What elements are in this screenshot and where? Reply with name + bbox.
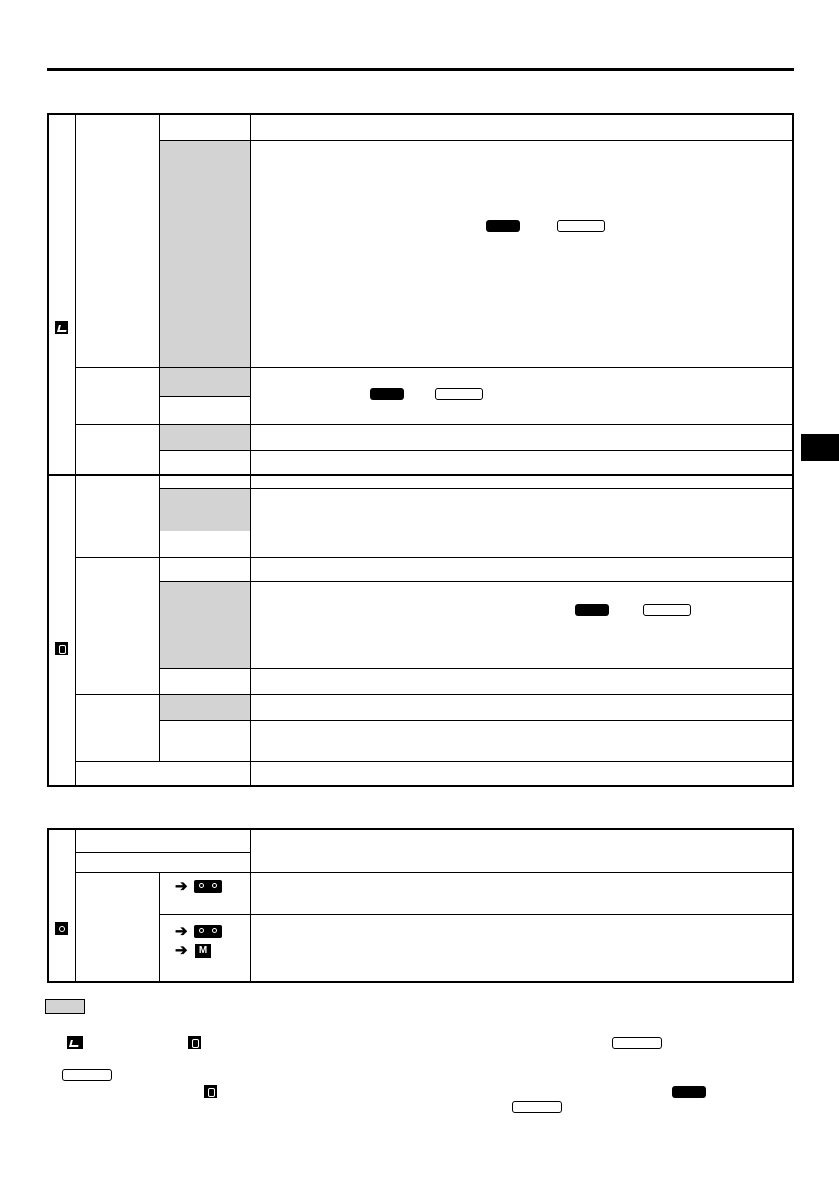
row-divider — [160, 668, 794, 669]
row-divider — [160, 396, 250, 397]
default-cell — [160, 368, 250, 396]
mode-indicator-white-icon — [62, 1069, 112, 1081]
row-divider — [76, 557, 794, 558]
column-divider — [250, 115, 251, 787]
dvc-menu-icon — [55, 922, 68, 935]
memory-icon: M — [195, 944, 211, 958]
row-divider — [76, 424, 794, 425]
camera-menu-icon — [55, 321, 68, 334]
side-tab-marker — [801, 434, 839, 461]
row-divider — [76, 852, 250, 853]
mode-indicator-black-icon — [575, 604, 609, 616]
display-menu-icon — [204, 1085, 217, 1098]
row-divider — [160, 914, 794, 915]
mode-indicator-white-icon — [643, 604, 691, 616]
arrow-icon: ➔ — [175, 878, 188, 895]
row-divider — [160, 450, 794, 451]
tape-icon — [194, 880, 222, 893]
column-divider — [250, 830, 251, 983]
group-divider — [49, 474, 794, 476]
row-divider — [160, 488, 794, 489]
display-menu-icon — [55, 642, 68, 655]
mode-indicator-white-icon — [435, 388, 483, 400]
default-cell — [160, 582, 250, 668]
default-cell — [160, 425, 250, 450]
header-rule — [47, 68, 794, 71]
column-divider — [159, 872, 160, 983]
row-divider — [76, 694, 794, 695]
mode-indicator-black-icon — [370, 388, 404, 400]
default-setting-swatch — [45, 999, 85, 1014]
row-divider — [160, 140, 794, 141]
row-divider — [160, 581, 794, 582]
settings-table-2 — [47, 828, 794, 983]
column-divider — [159, 115, 160, 762]
default-cell — [160, 489, 250, 531]
column-divider — [75, 115, 76, 787]
mode-indicator-black-icon — [486, 220, 520, 232]
settings-table-1 — [47, 113, 794, 787]
row-divider — [76, 761, 794, 762]
default-cell — [160, 695, 250, 720]
arrow-icon: ➔ — [175, 923, 188, 940]
row-divider — [76, 367, 794, 368]
row-divider — [160, 720, 794, 721]
mode-indicator-white-icon — [512, 1101, 562, 1113]
arrow-icon: ➔ — [175, 942, 188, 959]
mode-indicator-white-icon — [612, 1037, 662, 1049]
camera-menu-icon — [67, 1036, 83, 1049]
default-cell — [160, 141, 250, 368]
display-menu-icon — [188, 1036, 201, 1049]
mode-indicator-black-icon — [672, 1086, 706, 1098]
tape-icon — [194, 925, 222, 938]
mode-indicator-white-icon — [557, 220, 605, 232]
row-divider — [76, 872, 794, 873]
